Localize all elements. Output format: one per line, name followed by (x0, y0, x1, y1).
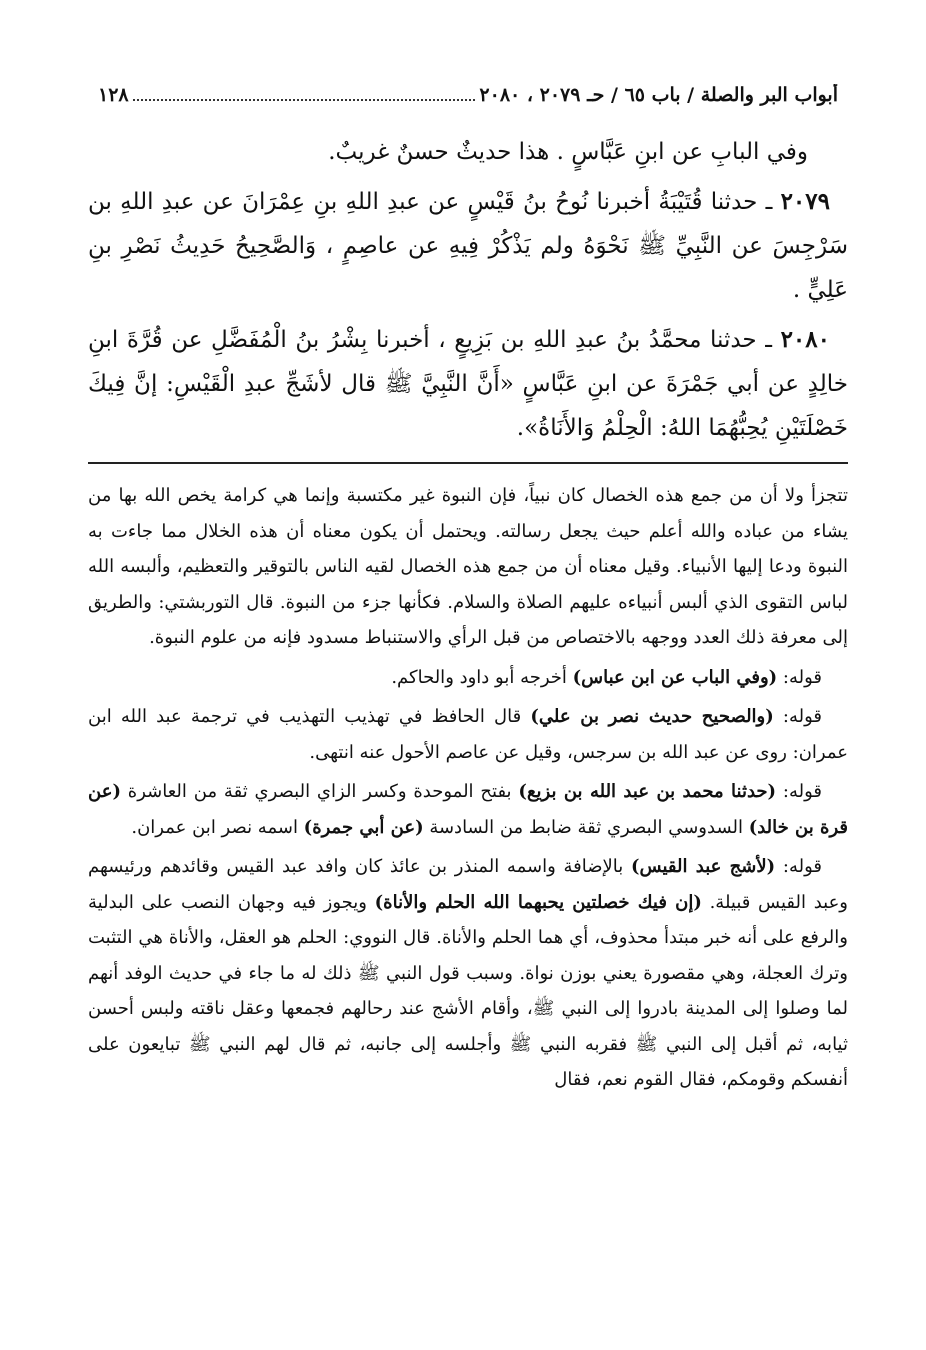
main-hadith-text (88, 130, 848, 450)
commentary-4-lead: قوله: (776, 781, 823, 802)
commentary-5-body-2: ويجوز فيه وجهان النصب على البدلية والرفع على أنه خبر مبتدأ محذوف، أي هما الحلم والأناة. قال النووي: الحلم هو العقل، والأناة هي التثبت وترك العجلة، وهي مقصورة يعني بوزن نواة. وسبب قول النبي ﷺ ذلك له ما جاء في حديث الوفد أنهم لما وصلوا إلى المدينة بادروا إلى النبي ﷺ، وأقام الأشج عند رحالهم فجمعها وعقل ناقته ولبس أحسن ثيابه، ثم أقبل إلى النبي ﷺ فقربه النبي ﷺ وأجلسه إلى جانبه، ثم قال لهم النبي ﷺ تبايعون على أنفسكم وقومكم، فقال القوم نعم، فقال (88, 891, 848, 1090)
page-number: ١٢٨ (98, 84, 129, 106)
commentary-4-quote-2: (عن قرة بن خالد) (88, 781, 848, 838)
book-page (88, 84, 848, 1102)
running-title: أبواب البر والصلة / باب ٦٥ / حـ ٢٠٧٩ ، ٢٠٨٠ (479, 84, 838, 106)
hadith-2079 (88, 180, 848, 312)
main-paragraph-1 (88, 130, 848, 174)
commentary-3-quote: (والصحيح حديث نصر بن علي) (530, 706, 774, 727)
commentary-paragraph-1-text: تتجزأ ولا أن من جمع هذه الخصال كان نبياً، فإن النبوة غير مكتسبة وإنما هي كرامة يخص الله بها من يشاء من عباده والله أعلم حيث يجعل رسالته. ويحتمل أن يكون معناه أن هذه الخلال مما جاءت به النبوة ودعا إليها الأنبياء. وقيل معناه أن من جمع هذه الخصال لقيه الناس بالتوقير والتعظيم، وألبسه الله لباس التقوى الذي ألبس أنبياءه عليهم الصلاة والسلام. فكأنها جزء من النبوة. قال التوربشتي: والطريق إلى معرفة ذلك العدد ووجهه بالاختصاص من قبل الرأي والاستنباط مسدود فإنه من علوم النبوة. (88, 485, 848, 648)
commentary-4-quote-1: (حدثنا محمد بن عبد الله بن بزيع) (518, 781, 777, 802)
main-paragraph-1-text: وفي البابِ عن ابنِ عَبَّاسٍ . هذا حديثٌ حسنٌ غريبٌ. (328, 139, 808, 165)
commentary-2-lead: قوله: (777, 666, 822, 688)
commentary-paragraph-1 (88, 478, 848, 656)
hadith-2079-text: ـ حدثنا قُتَيْبَةُ أخبرنا نُوحُ بنُ قَيْسٍ عن عبدِ اللهِ بنِ عِمْرَانَ عن عبدِ اللهِ بن سَرْجِسَ عن النَّبِيِّ ﷺ نَحْوَهُ ولم يَذْكُرْ فِيهِ عن عاصِمٍ ، وَالصَّحِيحُ حَدِيثُ نَصْرِ بنِ عَلِيٍّ . (88, 189, 848, 303)
commentary-3-lead: قوله: (773, 706, 823, 727)
commentary-paragraph-3 (88, 699, 848, 770)
hadith-2080-text: ـ حدثنا محمَّدُ بنُ عبدِ اللهِ بن بَزِيعٍ ، أخبرنا بِشْرُ بنُ الْمُفَضَّلِ عن قُرَّةَ ابنِ خالِدٍ عن أبي جَمْرَةَ عن ابنِ عَبَّاسٍ «أَنَّ النَّبِيَّ ﷺ قال لأشَجِّ عبدِ الْقَيْسِ: إنَّ فِيكَ خَصْلَتَيْنِ يُحِبُّهُمَا اللهُ: الْحِلْمُ وَالأَنَاةُ». (88, 327, 848, 441)
commentary-2-quote: (وفي الباب عن ابن عباس) (572, 666, 778, 688)
commentary-3-body: قال الحافظ في تهذيب التهذيب في ترجمة عبد الله ابن عمران: روى عن عبد الله بن سرجس، وقيل عن عاصم الأحول عنه انتهى. (88, 706, 848, 763)
hadith-number-2079: ٢٠٧٩ (780, 188, 830, 215)
commentary-2-body: أخرجه أبو داود والحاكم. (391, 666, 573, 688)
separator-line (88, 462, 848, 464)
commentary-5-quote-1: (لأشج عبد القيس) (631, 856, 776, 877)
header-dotted-leader (133, 85, 476, 101)
page-header (88, 84, 848, 116)
commentary-5-lead: قوله: (775, 856, 823, 877)
commentary-5-body-1: بالإضافة واسمه المنذر بن عائذ كان وافد عبد القيس وقائدهم ورئيسهم وعبد القيس قبيلة. (88, 856, 849, 913)
commentary-paragraph-4 (88, 774, 848, 845)
commentary-paragraph-5 (88, 849, 848, 1098)
commentary-4-quote-3: (عن أبي جمرة) (303, 816, 424, 838)
commentary-paragraph-2 (88, 660, 848, 696)
commentary-4-body-3: اسمه نصر ابن عمران. (131, 816, 304, 838)
commentary-4-body-1: بفتح الموحدة وكسر الزاي البصري ثقة من العاشرة (120, 781, 519, 802)
commentary-5-quote-2: (إن فيك خصلتين يحبهما الله الحلم والأناة) (374, 891, 702, 913)
commentary-text (88, 478, 848, 1098)
hadith-number-2080: ٢٠٨٠ (780, 326, 830, 353)
hadith-2080 (88, 318, 848, 450)
commentary-4-body-2: السدوسي البصري ثقة ضابط من السادسة (423, 816, 749, 838)
